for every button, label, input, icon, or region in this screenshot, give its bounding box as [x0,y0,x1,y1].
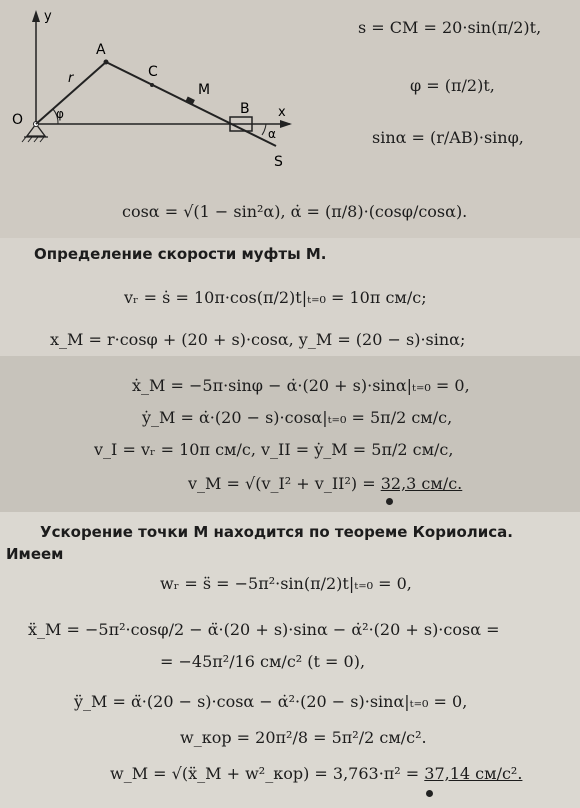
mechanism-diagram [8,6,308,196]
result-marker-dot [386,498,393,505]
formula-s-definition: s = CM = 20·sin(π/2)t, [358,18,542,37]
result-vm-value: 32,3 см/с. [380,474,463,493]
formula-ym-ddot: ÿ_M = α̈·(20 − s)·cosα − α̇²·(20 − s)·sinα|ₜ₌₀ = 0, [74,692,468,711]
formula-sin-alpha: sinα = (r/AB)·sinφ, [372,128,524,147]
y-axis-label: y [44,9,52,24]
heading-velocity: Определение скорости муфты М. [34,245,327,263]
result-wm-value: 37,14 см/с². [424,764,523,783]
point-m-label: M [198,82,211,98]
formula-xm-ddot-1: ẍ_M = −5π²·cosφ/2 − α̈·(20 + s)·sinα − α̇²·(20 + s)·cosα = [28,620,500,639]
formula-vm-lhs: v_M = √(v_I² + v_II²) = [188,474,381,493]
formula-wr: wᵣ = s̈ = −5π²·sin(π/2)t|ₜ₌₀ = 0, [160,574,412,593]
formula-vr: vᵣ = ṡ = 10π·cos(π/2)t|ₜ₌₀ = 10π см/с; [124,288,427,307]
x-axis-arrow [280,120,292,128]
line-s-label: S [274,154,283,170]
angle-alpha-label: α [268,127,276,141]
formula-w-cor: w_кор = 20π²/8 = 5π²/2 см/с². [180,728,427,747]
angle-phi-label: φ [56,107,64,121]
coriolis-text-line1: Ускорение точки М находится по теореме Кориолиса. [40,523,513,541]
x-axis-label: x [278,105,286,120]
formula-v-components: v_I = vᵣ = 10π см/с, v_II = ẏ_M = 5π/2 см/с, [94,440,454,459]
point-c-label: C [148,64,158,80]
point-o-label: O [12,112,24,128]
point-a-label: A [96,42,106,58]
formula-phi-definition: φ = (π/2)t, [410,76,495,95]
point-b-label: B [240,101,250,117]
formula-xm-dot: ẋ_M = −5π·sinφ − α̇·(20 + s)·sinα|ₜ₌₀ = 0, [132,376,470,395]
formula-vm [188,474,462,494]
crank-length-label: r [68,71,74,86]
formula-ym-dot: ẏ_M = α̇·(20 − s)·cosα|ₜ₌₀ = 5π/2 см/с, [142,408,453,427]
formula-wm-lhs: w_M = √(ẍ_M + w²_кор) = 3,763·π² = [110,764,425,783]
coriolis-text-line2: Имеем [6,545,64,563]
formula-xm-ddot-2: = −45π²/16 см/с² (t = 0), [160,652,366,671]
formula-cos-alpha: cosα = √(1 − sin²α), α̇ = (π/8)·(cosφ/cosα). [122,202,468,221]
formula-xm-ym: x_M = r·cosφ + (20 + s)·cosα, y_M = (20 − s)·sinα; [50,330,466,349]
y-axis-arrow [32,10,40,22]
formula-wm [110,764,522,784]
angle-alpha-arc [262,124,266,135]
result-marker-dot-2 [426,790,433,797]
